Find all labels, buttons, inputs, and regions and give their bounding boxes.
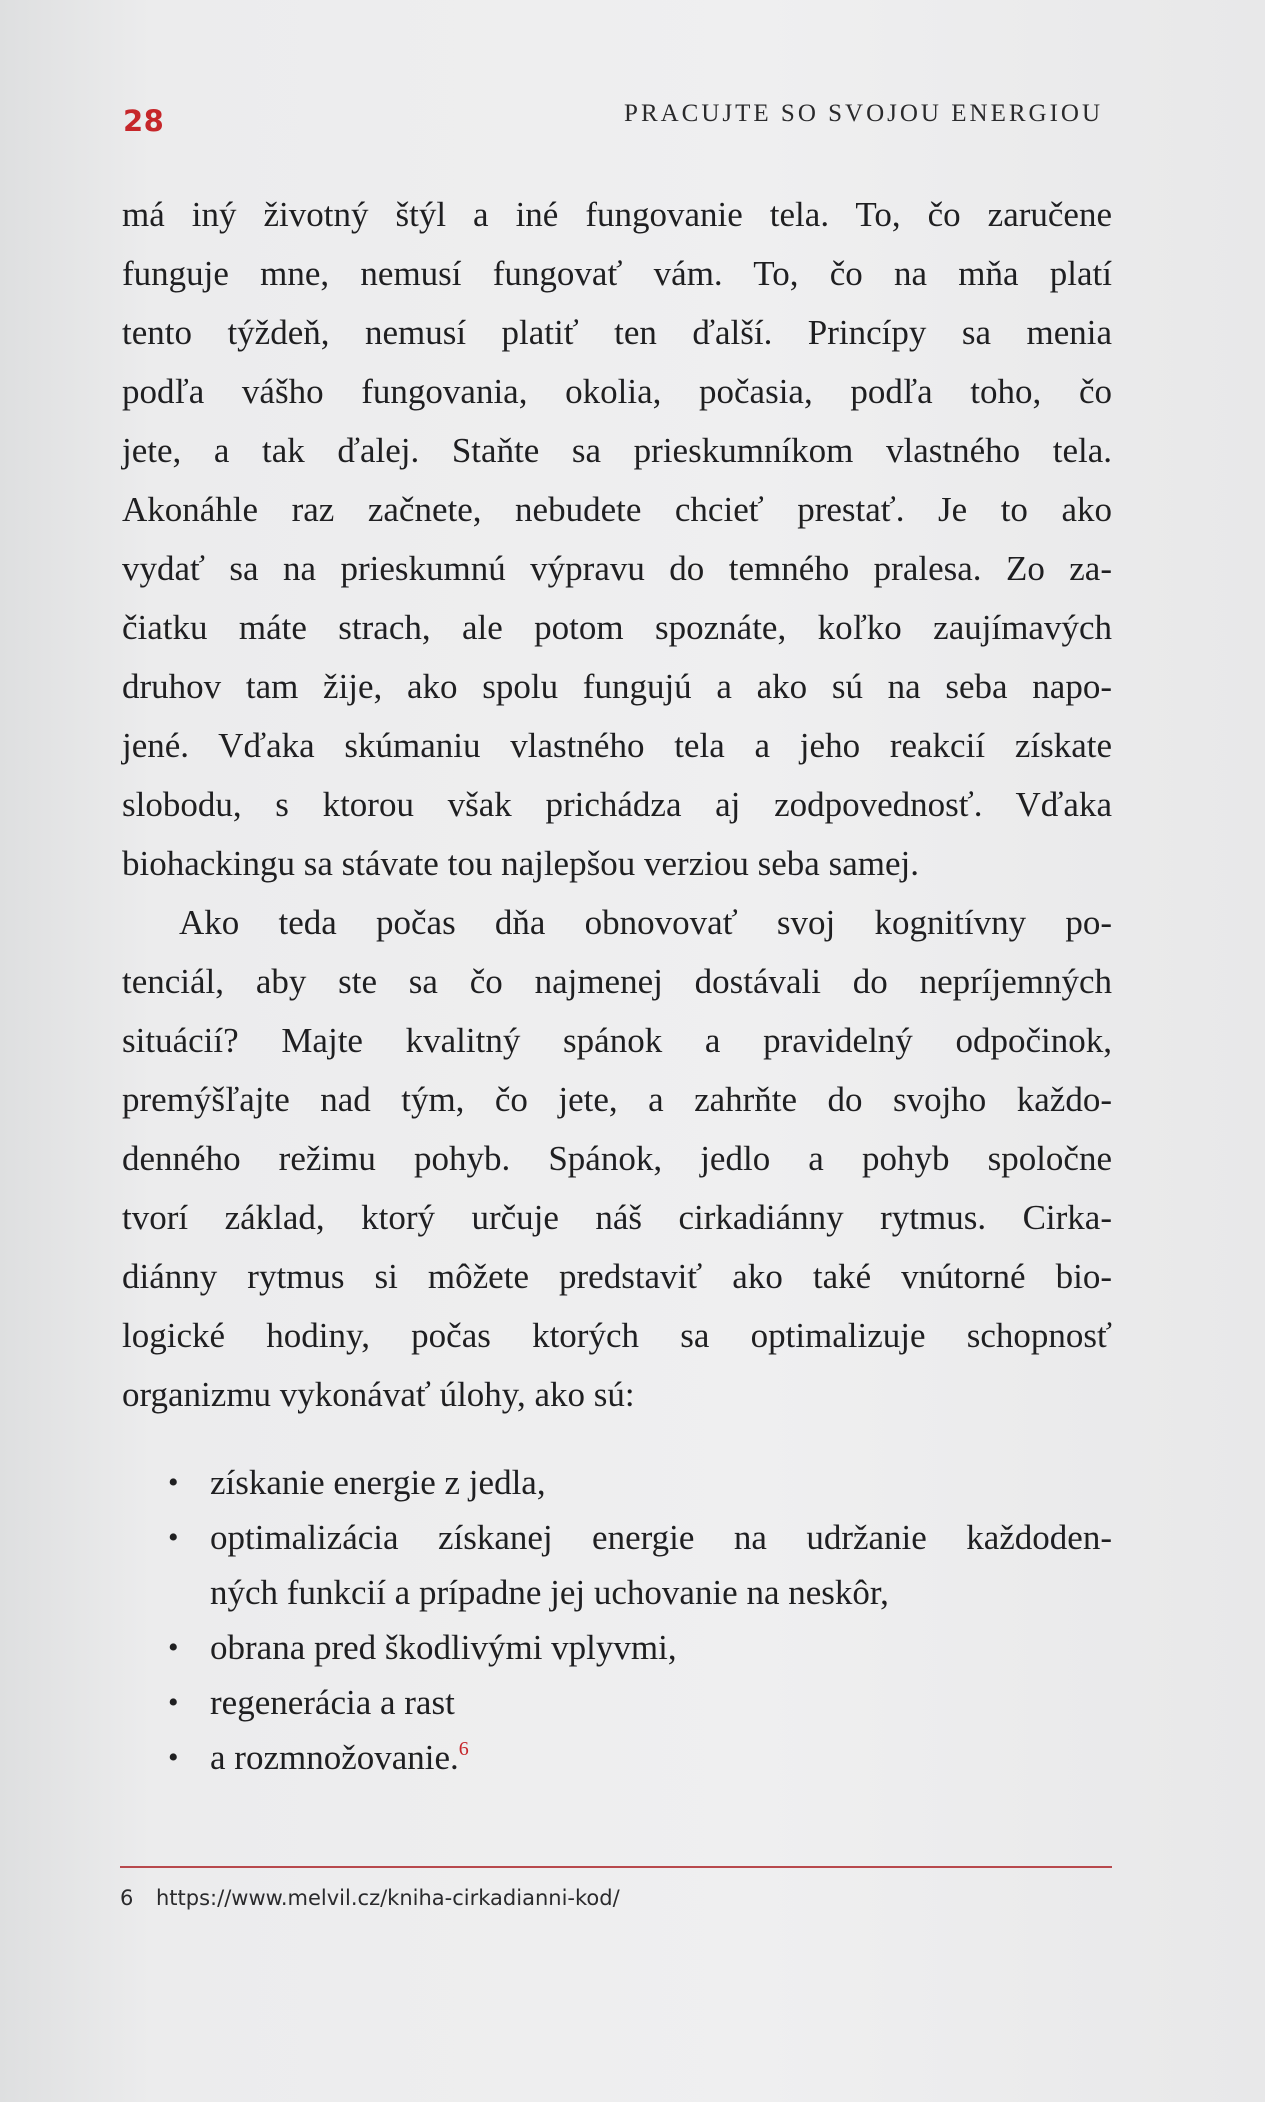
text-line: tento týždeň, nemusí platiť ten ďalší. Princípy sa menia [122, 313, 1112, 352]
text-line: druhov tam žije, ako spolu fungujú a ako sú na seba napo- [122, 667, 1112, 706]
footnote-divider [120, 1866, 1112, 1868]
text-line: tenciál, aby ste sa čo najmenej dostávali do nepríjemných [122, 962, 1112, 1001]
text-line: tvorí základ, ktorý určuje náš cirkadiánny rytmus. Cirka- [122, 1198, 1112, 1237]
text-line: premýšľajte nad tým, čo jete, a zahrňte do svojho každo- [122, 1080, 1112, 1119]
list-line: obrana pred škodlivými vplyvmi, [210, 1628, 677, 1667]
list-item [122, 1675, 1112, 1730]
list-item [122, 1455, 1112, 1510]
footnote-number: 6 [120, 1886, 134, 1910]
text-line: funguje mne, nemusí fungovať vám. To, čo na mňa platí [122, 254, 1112, 293]
text-line: má iný životný štýl a iné fungovanie tela. To, čo zaručene [122, 195, 1112, 234]
bullet-icon: • [168, 1686, 179, 1719]
list-line: ných funkcií a prípadne jej uchovanie na neskôr, [210, 1573, 889, 1612]
text-line: Akonáhle raz začnete, nebudete chcieť prestať. Je to ako [122, 490, 1112, 529]
page-number: 28 [123, 104, 165, 138]
text-line: jené. Vďaka skúmaniu vlastného tela a jeho reakcií získate [122, 726, 1112, 765]
paragraph-1 [122, 185, 1112, 893]
list-line-text: a rozmnožovanie. [210, 1738, 459, 1777]
list-line: regenerácia a rast [210, 1683, 455, 1722]
text-line: organizmu vykonávať úlohy, ako sú: [122, 1375, 635, 1414]
paragraph-2 [122, 893, 1112, 1424]
bullet-icon: • [168, 1521, 179, 1554]
text-line: logické hodiny, počas ktorých sa optimalizuje schopnosť [122, 1316, 1112, 1355]
text-line: diánny rytmus si môžete predstaviť ako také vnútorné bio- [122, 1257, 1112, 1296]
list-line [210, 1730, 1112, 1785]
list-item [122, 1620, 1112, 1675]
bullet-icon: • [168, 1466, 179, 1499]
bullet-list [122, 1455, 1112, 1785]
text-line: podľa vášho fungovania, okolia, počasia, podľa toho, čo [122, 372, 1112, 411]
text-line: Ako teda počas dňa obnovovať svoj kognitívny po- [179, 903, 1112, 942]
list-item [122, 1730, 1112, 1785]
bullet-icon: • [168, 1631, 179, 1664]
running-head: PRACUJTE SO SVOJOU ENERGIOU [624, 100, 1103, 127]
list-line: optimalizácia získanej energie na udržanie každoden- [210, 1518, 1112, 1557]
footnote [120, 1886, 620, 1910]
text-line: jete, a tak ďalej. Staňte sa prieskumníkom vlastného tela. [122, 431, 1112, 470]
text-line: denného režimu pohyb. Spánok, jedlo a pohyb spoločne [122, 1139, 1112, 1178]
text-line: biohackingu sa stávate tou najlepšou verziou seba samej. [122, 844, 919, 883]
list-item [122, 1510, 1112, 1620]
bullet-icon: • [168, 1741, 179, 1774]
footnote-reference[interactable]: 6 [458, 1738, 469, 1760]
text-line: situácií? Majte kvalitný spánok a pravidelný odpočinok, [122, 1021, 1112, 1060]
list-line: získanie energie z jedla, [210, 1463, 546, 1502]
body-text [122, 185, 1112, 1424]
text-line: vydať sa na prieskumnú výpravu do temného pralesa. Zo za- [122, 549, 1112, 588]
footnote-link[interactable]: https://www.melvil.cz/kniha-cirkadianni-kod/ [156, 1886, 620, 1910]
text-line: slobodu, s ktorou však prichádza aj zodpovednosť. Vďaka [122, 785, 1112, 824]
text-line: čiatku máte strach, ale potom spoznáte, koľko zaujímavých [122, 608, 1112, 647]
